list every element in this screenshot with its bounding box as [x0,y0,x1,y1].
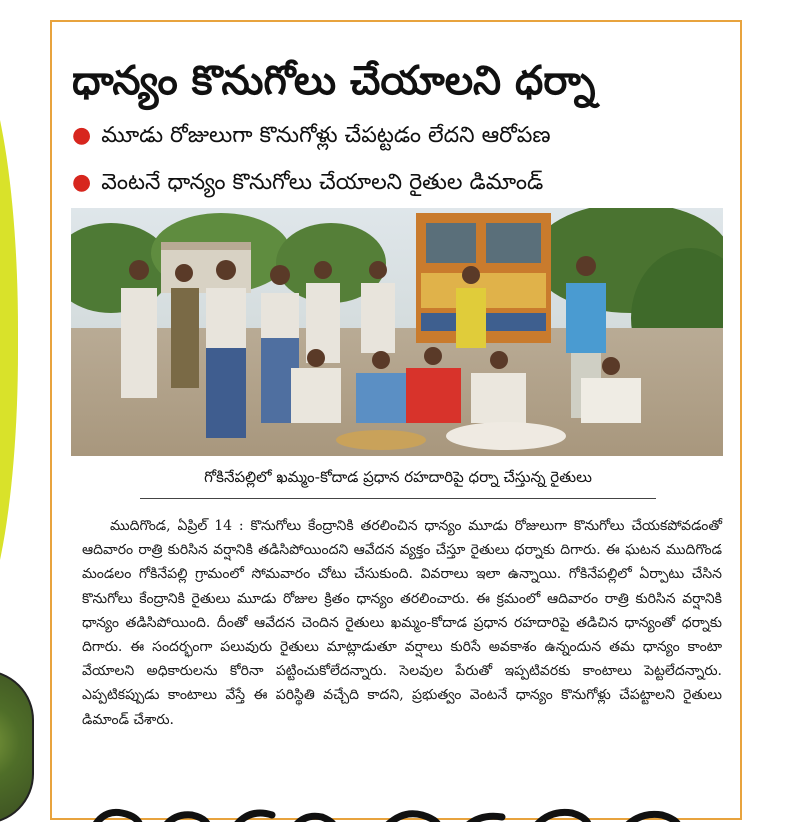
news-article [50,20,742,820]
photo-caption: గోకినేపల్లిలో ఖమ్మం-కోదాడ ప్రధాన రహదారిపై ధర్నా చేస్తున్న రైతులు [204,468,592,486]
sub-bullet-text: మూడు రోజులుగా కొనుగోళ్లు చేపట్టడం లేదని ఆరోపణ [101,123,551,148]
caption-divider [140,498,656,499]
sub-bullet-2 [72,168,732,198]
bullet-dot-icon: ● [72,170,92,195]
adjacent-photo-edge [0,670,34,824]
news-photo [71,208,723,456]
article-body: ముదిగొండ, ఏప్రిల్ 14 : కొనుగోలు కేంద్రానికి తరలించిన ధాన్యం మూడు రోజులుగా కొనుగోలు చేయకపోవడంతో ఆదివారం రాత్రి కురిసిన వర్షానికి తడిసిపోయిందని ఆవేదన వ్యక్తం చేస్తూ రైతులు ధర్నాకు దిగారు. ఈ ఘటన ముదిగొండ మండలం గోకినేపల్లి గ్రామంలో సోమవారం చోటు చేసుకుంది. వివరాలు ఇలా ఉన్నాయి. గోకినేపల్లిలో ఏర్పాటు చేసిన కొనుగోలు కేంద్రానికి రైతులు మూడు రోజుల క్రితం ధాన్యం తరలించారు. ఈ క్రమంలో ఆదివారం రాత్రి కురిసిన వర్షానికి ధాన్యం తడిసిపోయింది. దీంతో ఆవేదన చెందిన రైతులు ఖమ్మం-కోదాడ ప్రధాన రహదారిపై తడిచిన ధాన్యంతో ధర్నాకు దిగారు. ఈ సందర్భంగా పలువురు రైతులు మాట్లాడుతూ వర్షాలు కురిసే అవకాశం ఉన్నందున తమ ధాన్యం కాంటా వేయాలని అధికారులను కోరినా పట్టించుకోలేదన్నారు. సెలవుల పేరుతో ఇప్పటివరకు కాంటాలు పెట్టలేదన్నారు. ఎప్పటికప్పుడు కాంటాలు వేస్తే ఈ పరిస్థితి వచ్చేది కాదని, ప్రభుత్వం వెంటనే ధాన్యం కొనుగోళ్లు చేపట్టాలని రైతులు డిమాండ్ చేశారు. [82,518,722,728]
sub-bullet-1 [72,121,732,151]
adjacent-clipping-edge [0,40,18,640]
sub-bullet-text: వెంటనే ధాన్యం కొనుగోలు చేయాలని రైతుల డిమాండ్ [101,170,544,195]
next-article-headline-cropped [82,792,722,822]
cropped-glyphs-graphic [82,803,722,822]
headline: ధాన్యం కొనుగోలు చేయాలని ధర్నా [72,58,596,104]
protest-photo-illustration [71,208,723,456]
bullet-dot-icon: ● [72,123,92,148]
